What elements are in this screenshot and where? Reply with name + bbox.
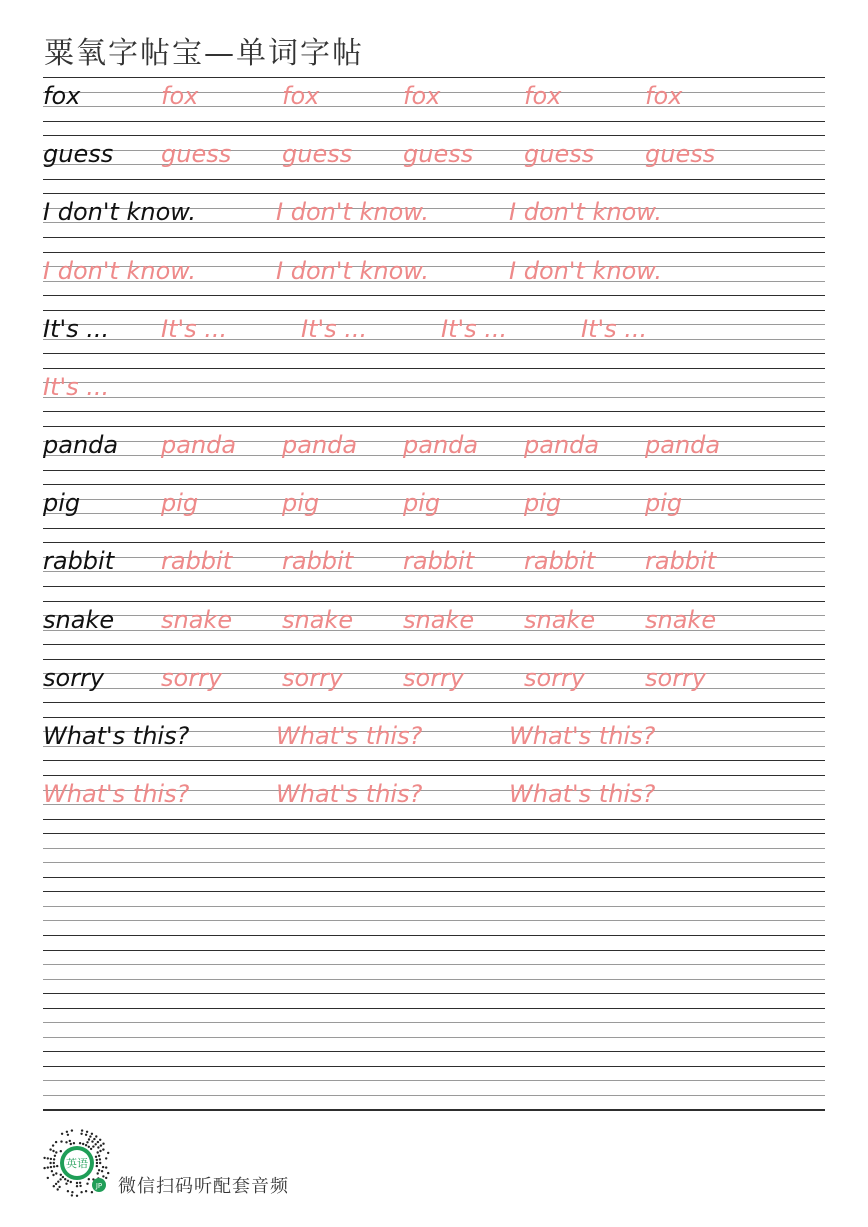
trace-word: sorry — [645, 663, 707, 692]
ruled-line — [43, 1022, 825, 1023]
trace-word: I don't know. — [43, 256, 196, 285]
trace-word: panda — [645, 431, 721, 460]
ruled-line — [43, 848, 825, 849]
trace-word: rabbit — [161, 547, 233, 576]
trace-word: guess — [282, 140, 353, 169]
trace-word: panda — [161, 431, 237, 460]
ruled-line — [43, 1080, 825, 1081]
ruled-line — [43, 891, 825, 892]
trace-word: pig — [524, 489, 562, 518]
trace-word: fox — [403, 82, 441, 110]
trace-word: rabbit — [403, 547, 475, 576]
ruled-line — [43, 920, 825, 921]
ruled-line — [43, 426, 825, 427]
ruled-line — [43, 935, 825, 936]
ruled-line — [43, 470, 825, 471]
trace-word: sorry — [282, 663, 344, 692]
trace-word: What's this? — [43, 780, 190, 809]
ruled-line — [43, 950, 825, 951]
ruled-line — [43, 1051, 825, 1052]
trace-word: guess — [524, 140, 595, 169]
trace-word: I don't know. — [509, 198, 662, 227]
ruled-line — [43, 819, 825, 820]
trace-word: guess — [403, 140, 474, 169]
ruled-line — [43, 397, 825, 398]
ruled-line — [43, 964, 825, 965]
trace-word: panda — [524, 431, 600, 460]
handwriting-sheet — [43, 0, 825, 1227]
ruled-line — [43, 237, 825, 238]
trace-word: What's this? — [276, 721, 423, 750]
trace-word: sorry — [524, 663, 586, 692]
ruled-line — [43, 1008, 825, 1009]
trace-word: panda — [282, 431, 358, 460]
ruled-line — [43, 979, 825, 980]
model-word: rabbit — [43, 547, 115, 576]
qr-corner-text: JP — [95, 1182, 103, 1190]
trace-word: snake — [161, 605, 233, 634]
trace-word: snake — [645, 605, 717, 634]
trace-word: snake — [403, 605, 475, 634]
model-word: fox — [43, 82, 81, 110]
ruled-line — [43, 833, 825, 834]
model-word: What's this? — [43, 721, 190, 750]
ruled-line — [43, 906, 825, 907]
ruled-line — [43, 1095, 825, 1096]
ruled-line — [43, 601, 825, 602]
trace-word: fox — [282, 82, 320, 110]
model-word: snake — [43, 605, 115, 634]
ruled-line — [43, 528, 825, 529]
trace-word: It's ... — [441, 314, 508, 343]
ruled-line — [43, 382, 825, 383]
trace-word: I don't know. — [509, 256, 662, 285]
trace-word: sorry — [161, 663, 223, 692]
trace-word: What's this? — [509, 721, 656, 750]
trace-word: I don't know. — [276, 256, 429, 285]
ruled-line — [43, 1037, 825, 1038]
trace-word: pig — [282, 489, 320, 518]
trace-word: rabbit — [645, 547, 717, 576]
ruled-line — [43, 877, 825, 878]
ruled-line — [43, 179, 825, 180]
trace-word: snake — [282, 605, 354, 634]
ruled-line — [43, 644, 825, 645]
ruled-line — [43, 484, 825, 485]
ruled-line — [43, 717, 825, 718]
trace-word: fox — [161, 82, 199, 110]
ruled-line — [43, 135, 825, 136]
trace-word: panda — [403, 431, 479, 460]
trace-word: It's ... — [581, 314, 648, 343]
trace-word: It's ... — [43, 372, 110, 401]
ruled-line — [43, 542, 825, 543]
ruled-line — [43, 411, 825, 412]
ruled-line — [43, 252, 825, 253]
ruled-line — [43, 77, 825, 78]
page-title: 粟氧字帖宝—单词字帖 — [44, 36, 364, 71]
trace-word: It's ... — [161, 314, 228, 343]
trace-word: rabbit — [282, 547, 354, 576]
ruled-line — [43, 775, 825, 776]
trace-word: guess — [161, 140, 232, 169]
ruled-line — [43, 862, 825, 863]
trace-word: pig — [645, 489, 683, 518]
trace-word: rabbit — [524, 547, 596, 576]
trace-word: What's this? — [276, 780, 423, 809]
trace-word: I don't know. — [276, 198, 429, 227]
ruled-line — [43, 702, 825, 703]
trace-word: snake — [524, 605, 596, 634]
ruled-line — [43, 1066, 825, 1067]
ruled-line — [43, 1110, 825, 1111]
footer — [42, 1126, 362, 1201]
model-word: sorry — [43, 663, 105, 692]
trace-word: sorry — [403, 663, 465, 692]
ruled-line — [43, 993, 825, 994]
trace-word: guess — [645, 140, 716, 169]
model-word: pig — [43, 489, 81, 518]
qr-badge-text: 英语 — [66, 1157, 88, 1170]
ruled-line — [43, 586, 825, 587]
trace-word: fox — [524, 82, 562, 110]
ruled-line — [43, 368, 825, 369]
ruled-line — [43, 310, 825, 311]
model-word: panda — [43, 431, 119, 460]
ruled-line — [43, 659, 825, 660]
model-word: I don't know. — [43, 198, 196, 227]
ruled-line — [43, 760, 825, 761]
ruled-line — [43, 121, 825, 122]
trace-word: fox — [645, 82, 683, 110]
ruled-line — [43, 295, 825, 296]
ruled-line — [43, 193, 825, 194]
model-word: guess — [43, 140, 114, 169]
trace-word: pig — [161, 489, 199, 518]
trace-word: It's ... — [301, 314, 368, 343]
audio-caption: 微信扫码听配套音频 — [118, 1176, 289, 1197]
ruled-line — [43, 353, 825, 354]
trace-word: What's this? — [509, 780, 656, 809]
trace-word: pig — [403, 489, 441, 518]
model-word: It's ... — [43, 314, 110, 343]
qr-code[interactable] — [42, 1128, 112, 1198]
